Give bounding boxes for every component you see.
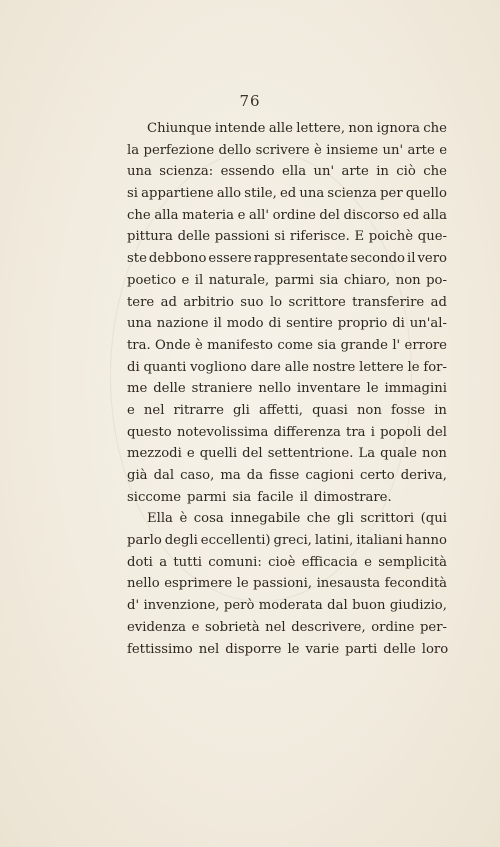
text-line: evidenza e sobrietà nel descrivere, ordine per- (127, 619, 447, 635)
paragraph (127, 118, 447, 508)
paragraph (127, 508, 447, 660)
text-line: si appartiene allo stile, ed una scienza per quello (127, 186, 447, 202)
text-line: doti a tutti comuni: cioè efficacia e semplicità (127, 554, 447, 570)
text-line: d' invenzione, però moderata dal buon giudizio, (127, 598, 447, 614)
text-line: parlo degli eccellenti) greci, latini, italiani hanno (127, 533, 447, 549)
text-line: e nel ritrarre gli affetti, quasi non fosse in (127, 402, 447, 418)
text-line: questo notevolissima differenza tra i popoli del (127, 424, 447, 440)
text-line: tere ad arbitrio suo lo scrittore transferire ad (127, 294, 447, 310)
text-line: nello esprimere le passioni, inesausta fecondità (127, 576, 447, 592)
text-line: la perfezione dello scrivere è insieme un' arte e (127, 142, 447, 158)
text-line: ste debbono essere rappresentate secondo il vero (127, 251, 447, 267)
text-line: una scienza: essendo ella un' arte in ciò che (127, 164, 447, 180)
body-text (127, 118, 447, 660)
text-line: poetico e il naturale, parmi sia chiaro, non po- (127, 272, 447, 288)
text-line: fettissimo nel disporre le varie parti delle loro (127, 641, 449, 657)
text-line: siccome parmi sia facile il dimostrare. (127, 489, 392, 505)
text-line: di quanti vogliono dare alle nostre lettere le for- (127, 359, 447, 375)
text-line: me delle straniere nello inventare le immagini (127, 381, 447, 397)
text-line: Chiunque intende alle lettere, non ignora che (147, 121, 447, 136)
text-line: già dal caso, ma da fisse cagioni certo deriva, (127, 468, 447, 483)
text-line: tra. Onde è manifesto come sia grande l' errore (127, 337, 447, 353)
text-line: che alla materia e all' ordine del discorso ed alla (127, 207, 447, 223)
page-number: 76 (239, 92, 261, 110)
text-line: Ella è cosa innegabile che gli scrittori (qui (147, 511, 447, 527)
text-line: una nazione il modo di sentire proprio di un'al- (127, 316, 447, 332)
text-line: pittura delle passioni si riferisce. E poichè que- (127, 229, 447, 245)
text-line: mezzodi e quelli del settentrione. La quale non (127, 446, 447, 462)
